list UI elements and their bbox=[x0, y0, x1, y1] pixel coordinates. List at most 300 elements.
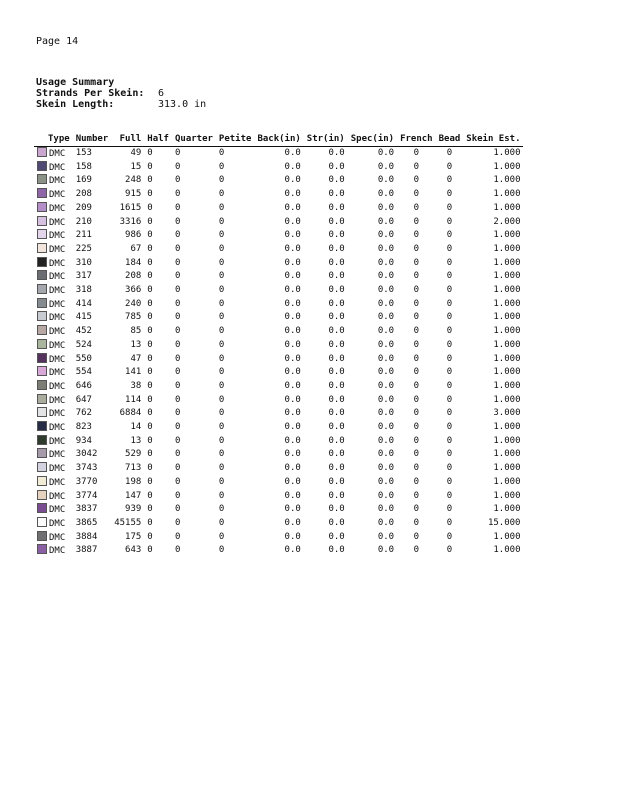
str-length: 0.0 bbox=[328, 339, 345, 350]
thread-type: DMC bbox=[49, 477, 66, 488]
thread-type-cell bbox=[34, 503, 73, 517]
skein-estimate: 1.000 bbox=[493, 463, 521, 474]
french-count: 0 bbox=[413, 463, 420, 474]
thread-number: 823 bbox=[75, 422, 92, 433]
spec-length: 0.0 bbox=[377, 312, 395, 323]
quarter-count: 0 bbox=[174, 435, 181, 446]
quarter-count: 0 bbox=[174, 463, 181, 474]
thread-type-cell bbox=[34, 394, 73, 408]
thread-type: DMC bbox=[49, 532, 66, 543]
full-count: 85 bbox=[130, 326, 142, 337]
bead-count: 0 bbox=[446, 490, 453, 501]
thread-type-cell bbox=[34, 517, 73, 531]
usage-table-body bbox=[34, 147, 523, 559]
bead-count: 0 bbox=[446, 271, 453, 282]
table-row bbox=[34, 462, 523, 476]
str-length: 0.0 bbox=[328, 422, 345, 433]
petite-count: 0 bbox=[218, 175, 225, 186]
thread-type: DMC bbox=[49, 327, 66, 338]
back-length: 0.0 bbox=[284, 326, 301, 337]
thread-number: 934 bbox=[75, 435, 92, 446]
french-count: 0 bbox=[413, 202, 420, 213]
thread-type: DMC bbox=[49, 149, 66, 159]
french-count: 0 bbox=[413, 435, 420, 446]
thread-type: DMC bbox=[49, 505, 66, 516]
full-count: 175 bbox=[125, 531, 142, 542]
skein-estimate: 1.000 bbox=[493, 148, 521, 158]
quarter-count: 0 bbox=[174, 380, 181, 391]
color-swatch-icon bbox=[37, 325, 47, 335]
skein-estimate: 1.000 bbox=[493, 353, 521, 364]
thread-number: 414 bbox=[75, 298, 92, 309]
bead-count: 0 bbox=[446, 545, 453, 556]
thread-number: 3884 bbox=[75, 531, 98, 542]
str-length: 0.0 bbox=[328, 326, 345, 337]
back-length: 0.0 bbox=[284, 545, 301, 556]
french-count: 0 bbox=[413, 476, 420, 487]
french-count: 0 bbox=[413, 148, 420, 158]
color-swatch-icon bbox=[37, 544, 47, 554]
full-count: 14 bbox=[130, 422, 142, 433]
header-type: Type bbox=[34, 134, 73, 147]
french-count: 0 bbox=[413, 353, 420, 364]
thread-type: DMC bbox=[49, 217, 66, 228]
back-length: 0.0 bbox=[284, 230, 301, 241]
half-count: 0 bbox=[147, 476, 153, 487]
french-count: 0 bbox=[413, 326, 420, 337]
petite-count: 0 bbox=[218, 161, 225, 172]
spec-length: 0.0 bbox=[377, 517, 395, 528]
thread-type-cell bbox=[34, 270, 73, 284]
back-length: 0.0 bbox=[284, 408, 301, 419]
thread-type-cell bbox=[34, 325, 73, 339]
quarter-count: 0 bbox=[174, 408, 181, 419]
str-length: 0.0 bbox=[328, 148, 345, 158]
thread-type: DMC bbox=[49, 436, 66, 447]
bead-count: 0 bbox=[446, 285, 453, 296]
skein-estimate: 1.000 bbox=[493, 449, 521, 460]
spec-length: 0.0 bbox=[377, 285, 395, 296]
french-count: 0 bbox=[413, 175, 420, 186]
header-petite: Petite bbox=[216, 134, 255, 147]
table-row bbox=[34, 161, 523, 175]
french-count: 0 bbox=[413, 230, 420, 241]
table-row bbox=[34, 325, 523, 339]
thread-number: 415 bbox=[75, 312, 92, 323]
half-count: 0 bbox=[147, 285, 153, 296]
half-count: 0 bbox=[147, 435, 153, 446]
skein-estimate: 1.000 bbox=[493, 435, 521, 446]
quarter-count: 0 bbox=[174, 285, 181, 296]
bead-count: 0 bbox=[446, 202, 453, 213]
half-count: 0 bbox=[147, 216, 153, 227]
full-count: 529 bbox=[125, 449, 142, 460]
spec-length: 0.0 bbox=[377, 531, 395, 542]
thread-number: 3774 bbox=[75, 490, 98, 501]
half-count: 0 bbox=[147, 490, 153, 501]
half-count: 0 bbox=[147, 339, 153, 350]
half-count: 0 bbox=[147, 367, 153, 378]
skein-estimate: 1.000 bbox=[493, 312, 521, 323]
half-count: 0 bbox=[147, 408, 153, 419]
str-length: 0.0 bbox=[328, 394, 345, 405]
bead-count: 0 bbox=[446, 449, 453, 460]
half-count: 0 bbox=[147, 463, 153, 474]
color-swatch-icon bbox=[37, 435, 47, 445]
spec-length: 0.0 bbox=[377, 490, 395, 501]
thread-type-cell bbox=[34, 435, 73, 449]
skein-estimate: 1.000 bbox=[493, 326, 521, 337]
usage-table bbox=[34, 134, 523, 558]
spec-length: 0.0 bbox=[377, 216, 395, 227]
bead-count: 0 bbox=[446, 394, 453, 405]
thread-number: 317 bbox=[75, 271, 92, 282]
full-count: 198 bbox=[125, 476, 142, 487]
str-length: 0.0 bbox=[328, 271, 345, 282]
table-row bbox=[34, 380, 523, 394]
thread-number: 209 bbox=[75, 202, 92, 213]
half-count: 0 bbox=[147, 175, 153, 186]
spec-length: 0.0 bbox=[377, 408, 395, 419]
thread-type: DMC bbox=[49, 395, 66, 406]
color-swatch-icon bbox=[37, 503, 47, 513]
spec-length: 0.0 bbox=[377, 380, 395, 391]
petite-count: 0 bbox=[218, 257, 225, 268]
full-count: 47 bbox=[130, 353, 142, 364]
thread-number: 211 bbox=[75, 230, 92, 241]
quarter-count: 0 bbox=[174, 257, 181, 268]
thread-number: 762 bbox=[75, 408, 92, 419]
color-swatch-icon bbox=[37, 188, 47, 198]
thread-type-cell bbox=[34, 229, 73, 243]
str-length: 0.0 bbox=[328, 230, 345, 241]
color-swatch-icon bbox=[37, 161, 47, 171]
skein-estimate: 1.000 bbox=[493, 285, 521, 296]
half-count: 0 bbox=[147, 517, 153, 528]
thread-number: 452 bbox=[75, 326, 92, 337]
petite-count: 0 bbox=[218, 517, 225, 528]
quarter-count: 0 bbox=[174, 230, 181, 241]
quarter-count: 0 bbox=[174, 531, 181, 542]
petite-count: 0 bbox=[218, 490, 225, 501]
petite-count: 0 bbox=[218, 326, 225, 337]
spec-length: 0.0 bbox=[377, 271, 395, 282]
spec-length: 0.0 bbox=[377, 504, 395, 515]
french-count: 0 bbox=[413, 490, 420, 501]
skein-estimate: 1.000 bbox=[493, 380, 521, 391]
bead-count: 0 bbox=[446, 230, 453, 241]
color-swatch-icon bbox=[37, 311, 47, 321]
thread-number: 158 bbox=[75, 161, 92, 172]
str-length: 0.0 bbox=[328, 285, 345, 296]
french-count: 0 bbox=[413, 517, 420, 528]
french-count: 0 bbox=[413, 408, 420, 419]
thread-number: 3743 bbox=[75, 463, 98, 474]
bead-count: 0 bbox=[446, 531, 453, 542]
quarter-count: 0 bbox=[174, 298, 181, 309]
thread-type: DMC bbox=[49, 176, 66, 187]
str-length: 0.0 bbox=[328, 243, 345, 254]
thread-number: 210 bbox=[75, 216, 92, 227]
petite-count: 0 bbox=[218, 202, 225, 213]
thread-type-cell bbox=[34, 476, 73, 490]
thread-type: DMC bbox=[49, 423, 66, 434]
skein-length-label: Skein Length: bbox=[36, 99, 115, 110]
bead-count: 0 bbox=[446, 504, 453, 515]
petite-count: 0 bbox=[218, 230, 225, 241]
color-swatch-icon bbox=[37, 243, 47, 253]
skein-estimate: 1.000 bbox=[493, 545, 521, 556]
str-length: 0.0 bbox=[328, 463, 345, 474]
spec-length: 0.0 bbox=[377, 326, 395, 337]
petite-count: 0 bbox=[218, 298, 225, 309]
bead-count: 0 bbox=[446, 367, 453, 378]
thread-type: DMC bbox=[49, 203, 66, 214]
thread-type-cell bbox=[34, 311, 73, 325]
spec-length: 0.0 bbox=[377, 189, 395, 200]
bead-count: 0 bbox=[446, 517, 453, 528]
french-count: 0 bbox=[413, 312, 420, 323]
table-row bbox=[34, 243, 523, 257]
french-count: 0 bbox=[413, 394, 420, 405]
full-count: 986 bbox=[125, 230, 142, 241]
petite-count: 0 bbox=[218, 380, 225, 391]
thread-type-cell bbox=[34, 544, 73, 558]
thread-number: 3042 bbox=[75, 449, 98, 460]
thread-type: DMC bbox=[49, 272, 66, 283]
thread-type: DMC bbox=[49, 518, 66, 529]
header-half: Half bbox=[144, 134, 172, 147]
petite-count: 0 bbox=[218, 243, 225, 254]
full-count: 49 bbox=[130, 148, 142, 158]
full-count: 184 bbox=[125, 257, 142, 268]
petite-count: 0 bbox=[218, 367, 225, 378]
full-count: 643 bbox=[125, 545, 142, 556]
thread-type-cell bbox=[34, 298, 73, 312]
usage-summary bbox=[36, 77, 206, 110]
str-length: 0.0 bbox=[328, 545, 345, 556]
petite-count: 0 bbox=[218, 463, 225, 474]
table-row bbox=[34, 339, 523, 353]
str-length: 0.0 bbox=[328, 435, 345, 446]
full-count: 915 bbox=[125, 189, 142, 200]
bead-count: 0 bbox=[446, 435, 453, 446]
color-swatch-icon bbox=[37, 407, 47, 417]
spec-length: 0.0 bbox=[377, 202, 395, 213]
str-length: 0.0 bbox=[328, 449, 345, 460]
back-length: 0.0 bbox=[284, 476, 301, 487]
french-count: 0 bbox=[413, 449, 420, 460]
table-row bbox=[34, 531, 523, 545]
thread-number: 550 bbox=[75, 353, 92, 364]
french-count: 0 bbox=[413, 380, 420, 391]
half-count: 0 bbox=[147, 148, 153, 158]
color-swatch-icon bbox=[37, 216, 47, 226]
thread-number: 646 bbox=[75, 380, 92, 391]
half-count: 0 bbox=[147, 449, 153, 460]
back-length: 0.0 bbox=[284, 504, 301, 515]
thread-number: 208 bbox=[75, 189, 92, 200]
quarter-count: 0 bbox=[174, 243, 181, 254]
petite-count: 0 bbox=[218, 531, 225, 542]
color-swatch-icon bbox=[37, 421, 47, 431]
thread-type-cell bbox=[34, 407, 73, 421]
back-length: 0.0 bbox=[284, 175, 301, 186]
str-length: 0.0 bbox=[328, 175, 345, 186]
thread-type-cell bbox=[34, 462, 73, 476]
back-length: 0.0 bbox=[284, 148, 301, 158]
bead-count: 0 bbox=[446, 326, 453, 337]
half-count: 0 bbox=[147, 257, 153, 268]
full-count: 366 bbox=[125, 285, 142, 296]
french-count: 0 bbox=[413, 504, 420, 515]
full-count: 785 bbox=[125, 312, 142, 323]
table-row bbox=[34, 503, 523, 517]
petite-count: 0 bbox=[218, 545, 225, 556]
skein-estimate: 1.000 bbox=[493, 161, 521, 172]
quarter-count: 0 bbox=[174, 339, 181, 350]
header-skein-est: Skein Est. bbox=[463, 134, 523, 147]
header-back: Back(in) bbox=[254, 134, 303, 147]
table-row bbox=[34, 174, 523, 188]
petite-count: 0 bbox=[218, 148, 225, 158]
back-length: 0.0 bbox=[284, 202, 301, 213]
bead-count: 0 bbox=[446, 353, 453, 364]
back-length: 0.0 bbox=[284, 490, 301, 501]
petite-count: 0 bbox=[218, 216, 225, 227]
thread-type-cell bbox=[34, 531, 73, 545]
half-count: 0 bbox=[147, 189, 153, 200]
table-row bbox=[34, 353, 523, 367]
thread-number: 647 bbox=[75, 394, 92, 405]
str-length: 0.0 bbox=[328, 216, 345, 227]
skein-estimate: 1.000 bbox=[493, 504, 521, 515]
half-count: 0 bbox=[147, 312, 153, 323]
full-count: 147 bbox=[125, 490, 142, 501]
full-count: 114 bbox=[125, 394, 142, 405]
thread-type-cell bbox=[34, 366, 73, 380]
quarter-count: 0 bbox=[174, 353, 181, 364]
table-row bbox=[34, 284, 523, 298]
thread-type: DMC bbox=[49, 286, 66, 297]
spec-length: 0.0 bbox=[377, 449, 395, 460]
table-header-row bbox=[34, 134, 523, 147]
header-full: Full bbox=[111, 134, 144, 147]
full-count: 248 bbox=[125, 175, 142, 186]
petite-count: 0 bbox=[218, 435, 225, 446]
thread-type-cell bbox=[34, 202, 73, 216]
quarter-count: 0 bbox=[174, 367, 181, 378]
str-length: 0.0 bbox=[328, 353, 345, 364]
table-row bbox=[34, 188, 523, 202]
half-count: 0 bbox=[147, 298, 153, 309]
quarter-count: 0 bbox=[174, 148, 181, 158]
back-length: 0.0 bbox=[284, 339, 301, 350]
quarter-count: 0 bbox=[174, 326, 181, 337]
quarter-count: 0 bbox=[174, 216, 181, 227]
back-length: 0.0 bbox=[284, 312, 301, 323]
skein-estimate: 1.000 bbox=[493, 202, 521, 213]
table-row bbox=[34, 517, 523, 531]
spec-length: 0.0 bbox=[377, 175, 395, 186]
thread-type: DMC bbox=[49, 381, 66, 392]
color-swatch-icon bbox=[37, 448, 47, 458]
petite-count: 0 bbox=[218, 408, 225, 419]
thread-number: 225 bbox=[75, 243, 92, 254]
petite-count: 0 bbox=[218, 339, 225, 350]
header-french: French bbox=[397, 134, 436, 147]
bead-count: 0 bbox=[446, 312, 453, 323]
table-row bbox=[34, 366, 523, 380]
quarter-count: 0 bbox=[174, 161, 181, 172]
table-row bbox=[34, 544, 523, 558]
french-count: 0 bbox=[413, 367, 420, 378]
thread-number: 3887 bbox=[75, 545, 98, 556]
full-count: 1615 bbox=[119, 202, 142, 213]
skein-estimate: 1.000 bbox=[493, 175, 521, 186]
quarter-count: 0 bbox=[174, 175, 181, 186]
str-length: 0.0 bbox=[328, 517, 345, 528]
color-swatch-icon bbox=[37, 462, 47, 472]
quarter-count: 0 bbox=[174, 449, 181, 460]
thread-type: DMC bbox=[49, 162, 66, 173]
thread-type: DMC bbox=[49, 546, 66, 557]
bead-count: 0 bbox=[446, 243, 453, 254]
french-count: 0 bbox=[413, 545, 420, 556]
thread-type-cell bbox=[34, 257, 73, 271]
bead-count: 0 bbox=[446, 216, 453, 227]
thread-type-cell bbox=[34, 284, 73, 298]
header-quarter: Quarter bbox=[172, 134, 216, 147]
table-row bbox=[34, 394, 523, 408]
bead-count: 0 bbox=[446, 422, 453, 433]
quarter-count: 0 bbox=[174, 476, 181, 487]
french-count: 0 bbox=[413, 161, 420, 172]
thread-type: DMC bbox=[49, 258, 66, 269]
french-count: 0 bbox=[413, 243, 420, 254]
full-count: 38 bbox=[130, 380, 142, 391]
full-count: 939 bbox=[125, 504, 142, 515]
skein-estimate: 1.000 bbox=[493, 298, 521, 309]
petite-count: 0 bbox=[218, 476, 225, 487]
thread-number: 554 bbox=[75, 367, 92, 378]
spec-length: 0.0 bbox=[377, 435, 395, 446]
skein-estimate: 1.000 bbox=[493, 243, 521, 254]
bead-count: 0 bbox=[446, 380, 453, 391]
back-length: 0.0 bbox=[284, 216, 301, 227]
french-count: 0 bbox=[413, 285, 420, 296]
thread-type-cell bbox=[34, 161, 73, 175]
str-length: 0.0 bbox=[328, 408, 345, 419]
skein-estimate: 1.000 bbox=[493, 339, 521, 350]
table-row bbox=[34, 435, 523, 449]
back-length: 0.0 bbox=[284, 353, 301, 364]
color-swatch-icon bbox=[37, 229, 47, 239]
spec-length: 0.0 bbox=[377, 230, 395, 241]
half-count: 0 bbox=[147, 531, 153, 542]
skein-length-value: 313.0 in bbox=[158, 99, 207, 110]
spec-length: 0.0 bbox=[377, 545, 395, 556]
color-swatch-icon bbox=[37, 147, 47, 157]
half-count: 0 bbox=[147, 545, 153, 556]
page-number: Page 14 bbox=[36, 36, 79, 47]
skein-estimate: 3.000 bbox=[493, 408, 521, 419]
full-count: 67 bbox=[130, 243, 142, 254]
thread-type: DMC bbox=[49, 299, 66, 310]
bead-count: 0 bbox=[446, 339, 453, 350]
table-row bbox=[34, 216, 523, 230]
skein-estimate: 1.000 bbox=[493, 422, 521, 433]
